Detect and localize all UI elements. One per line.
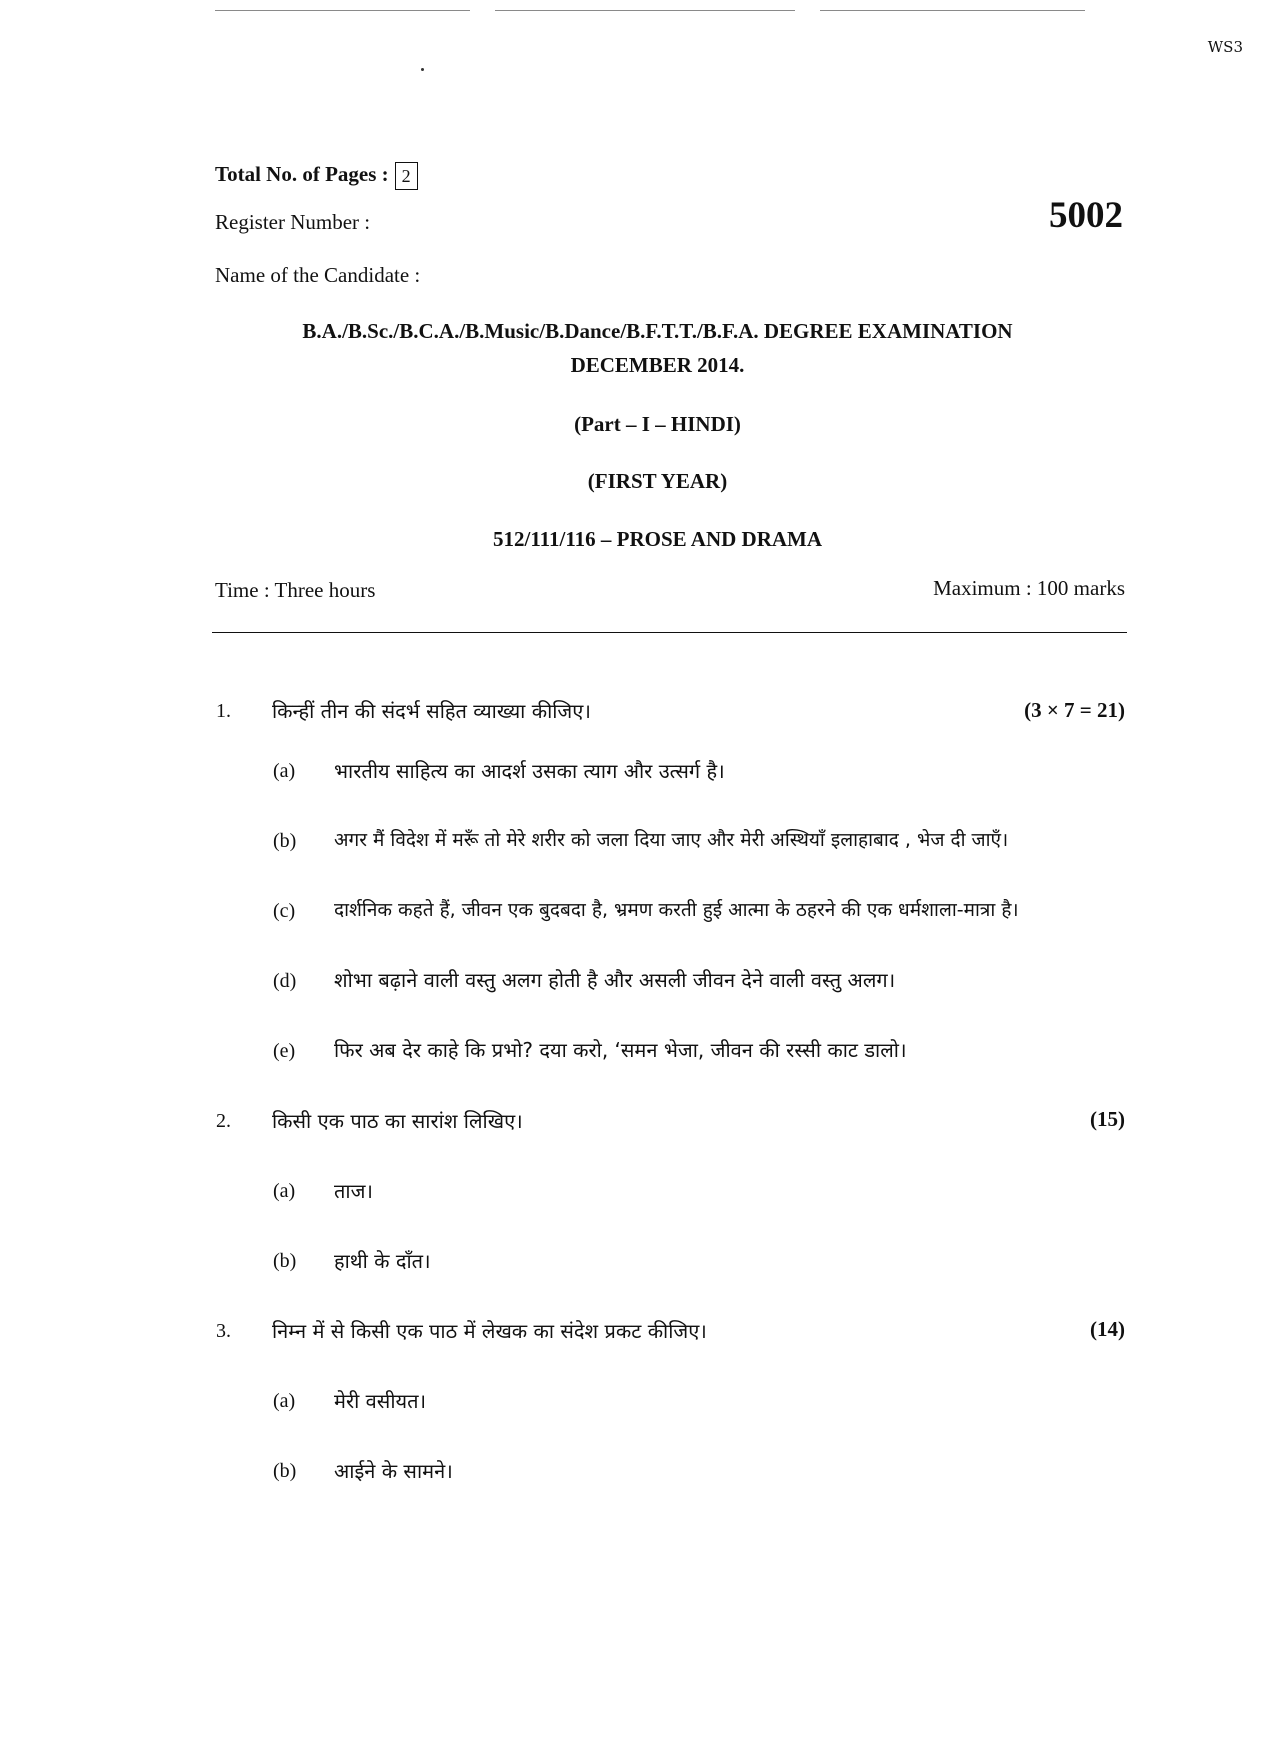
sub-text: हाथी के दाँत। (334, 1249, 431, 1273)
sub-text: शोभा बढ़ाने वाली वस्तु अलग होती है और असली जीवन देने वाली वस्तु अलग। (334, 968, 896, 992)
sub-text: दार्शनिक कहते हैं, जीवन एक बुदबदा है, भ्रमण करती हुई आत्मा के ठहरने की एक धर्मशाला-मात्रा है। (334, 899, 1019, 921)
question-marks: (15) (1090, 1107, 1125, 1131)
paper-code: 5002 (1049, 195, 1123, 236)
exam-subject: 512/111/116 – PROSE AND DRAMA (492, 527, 823, 551)
page-code: WS3 (1207, 38, 1243, 56)
question-text: किसी एक पाठ का सारांश लिखिए। (272, 1109, 523, 1133)
sub-label: (c) (273, 900, 296, 922)
sub-text: भारतीय साहित्य का आदर्श उसका त्याग और उत्सर्ग है। (334, 759, 725, 783)
sub-label: (a) (273, 760, 296, 782)
question-number: 2. (216, 1110, 231, 1132)
question-number: 3. (216, 1320, 231, 1342)
header-rule (212, 632, 1127, 633)
sub-label: (b) (273, 1250, 297, 1272)
top-rule-middle (495, 10, 795, 11)
total-pages-box: 2 (395, 162, 418, 190)
sub-label: (e) (273, 1040, 296, 1062)
sub-label: (b) (273, 830, 297, 852)
sub-text: आईने के सामने। (334, 1459, 453, 1483)
exam-max-marks: Maximum : 100 marks (933, 576, 1125, 600)
exam-year: (FIRST YEAR) (587, 469, 728, 493)
exam-time: Time : Three hours (215, 578, 376, 602)
exam-part: (Part – I – HINDI) (574, 412, 741, 436)
top-rule-right (820, 10, 1085, 11)
sub-text: अगर मैं विदेश में मरूँ तो मेरे शरीर को जला दिया जाए और मेरी अस्थियाँ इलाहाबाद , भेज दी जाएँ। (334, 829, 1009, 851)
candidate-name-label: Name of the Candidate : (215, 263, 421, 287)
scan-dot (421, 68, 424, 71)
sub-text: फिर अब देर काहे कि प्रभो? दया करो, ‘समन भेजा, जीवन की रस्सी काट डालो। (334, 1038, 907, 1062)
sub-label: (b) (273, 1460, 297, 1482)
top-rule-left (215, 10, 470, 11)
question-text: निम्न में से किसी एक पाठ में लेखक का संदेश प्रकट कीजिए। (272, 1319, 707, 1343)
question-marks: (3 × 7 = 21) (1024, 698, 1125, 722)
exam-title-line1: B.A./B.Sc./B.C.A./B.Music/B.Dance/B.F.T.T./B.F.A. DEGREE EXAMINATION (302, 319, 1013, 343)
exam-title-line2: DECEMBER 2014. (570, 353, 745, 377)
question-text: किन्हीं तीन की संदर्भ सहित व्याख्या कीजिए। (272, 699, 591, 723)
sub-text: मेरी वसीयत। (334, 1389, 427, 1413)
register-number-label: Register Number : (215, 210, 371, 234)
sub-label: (a) (273, 1390, 296, 1412)
question-marks: (14) (1090, 1317, 1125, 1341)
total-pages (215, 162, 418, 190)
sub-label: (a) (273, 1180, 296, 1202)
sub-label: (d) (273, 970, 297, 992)
question-number: 1. (216, 700, 231, 722)
total-pages-label: Total No. of Pages : (215, 162, 389, 186)
sub-text: ताज। (334, 1179, 373, 1203)
